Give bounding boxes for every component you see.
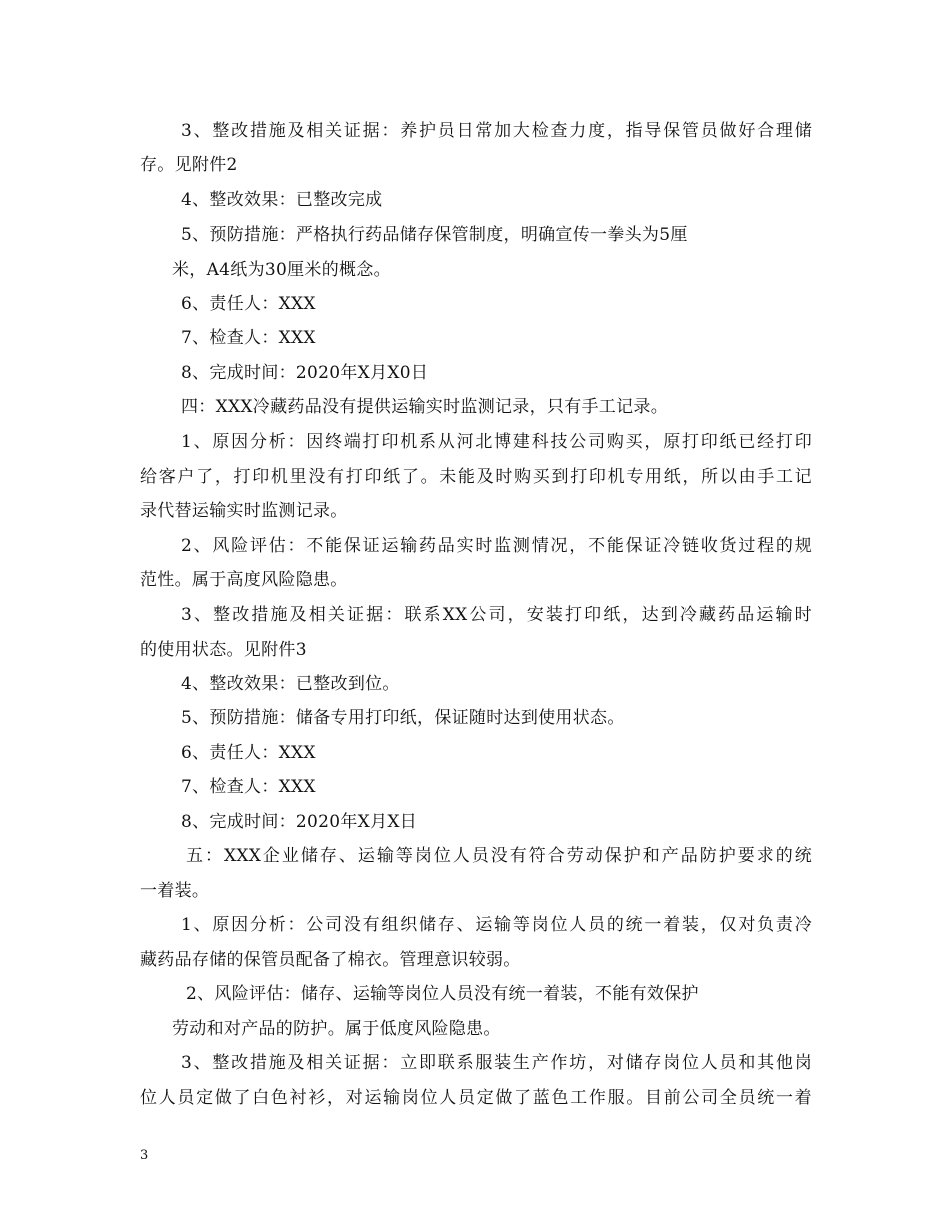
text-line: 4、整改效果：已整改到位。 <box>181 674 400 694</box>
text-line: 5、预防措施：储备专用打印纸，保证随时达到使用状态。 <box>181 708 625 728</box>
text-line: 一着装。 <box>140 881 210 901</box>
text-line: 4、整改效果：已整改完成 <box>181 190 383 210</box>
page-number: 3 <box>140 1148 149 1163</box>
section-heading: 五：XXX企业储存、运输等岗位人员没有符合劳动保护和产品防护要求的统 <box>186 846 812 866</box>
text-line: 3、整改措施及相关证据：养护员日常加大检查力度，指导保管员做好合理储 <box>181 121 812 141</box>
text-line: 8、完成时间：2020年X月X日 <box>181 812 418 832</box>
text-line: 3、整改措施及相关证据：联系XX公司，安装打印纸，达到冷藏药品运输时 <box>181 605 812 625</box>
text-line: 存。见附件2 <box>140 155 238 175</box>
text-line: 5、预防措施：严格执行药品储存保管制度，明确宣传一拳头为5厘 <box>181 225 688 245</box>
text-line: 位人员定做了白色衬衫，对运输岗位人员定做了蓝色工作服。目前公司全员统一着 <box>140 1088 812 1108</box>
text-line: 2、风险评估：不能保证运输药品实时监测情况，不能保证冷链收货过程的规 <box>181 536 812 556</box>
text-line: 范性。属于高度风险隐患。 <box>140 570 348 590</box>
text-line: 6、责任人：XXX <box>181 743 316 763</box>
text-line: 8、完成时间：2020年X月X0日 <box>181 363 429 383</box>
text-line: 7、检查人：XXX <box>181 777 316 797</box>
text-line: 1、原因分析：公司没有组织储存、运输等岗位人员的统一着装，仅对负责冷 <box>181 915 812 935</box>
text-line: 劳动和对产品的防护。属于低度风险隐患。 <box>172 1019 501 1039</box>
text-line: 藏药品存储的保管员配备了棉衣。管理意识较弱。 <box>140 950 521 970</box>
text-line: 1、原因分析：因终端打印机系从河北博建科技公司购买，原打印纸已经打印 <box>181 432 812 452</box>
text-line: 给客户了，打印机里没有打印纸了。未能及时购买到打印机专用纸，所以由手工记 <box>140 467 812 487</box>
text-line: 7、检查人：XXX <box>181 328 316 348</box>
text-line: 的使用状态。见附件3 <box>140 640 307 660</box>
section-heading: 四：XXX冷藏药品没有提供运输实时监测记录，只有手工记录。 <box>181 397 669 417</box>
text-line: 3、整改措施及相关证据：立即联系服装生产作坊，对储存岗位人员和其他岗 <box>181 1053 812 1073</box>
text-line: 米，A4纸为30厘米的概念。 <box>172 260 391 280</box>
text-line: 2、风险评估：储存、运输等岗位人员没有统一着装，不能有效保护 <box>186 984 699 1004</box>
text-line: 6、责任人：XXX <box>181 294 316 314</box>
text-line: 录代替运输实时监测记录。 <box>140 501 348 521</box>
